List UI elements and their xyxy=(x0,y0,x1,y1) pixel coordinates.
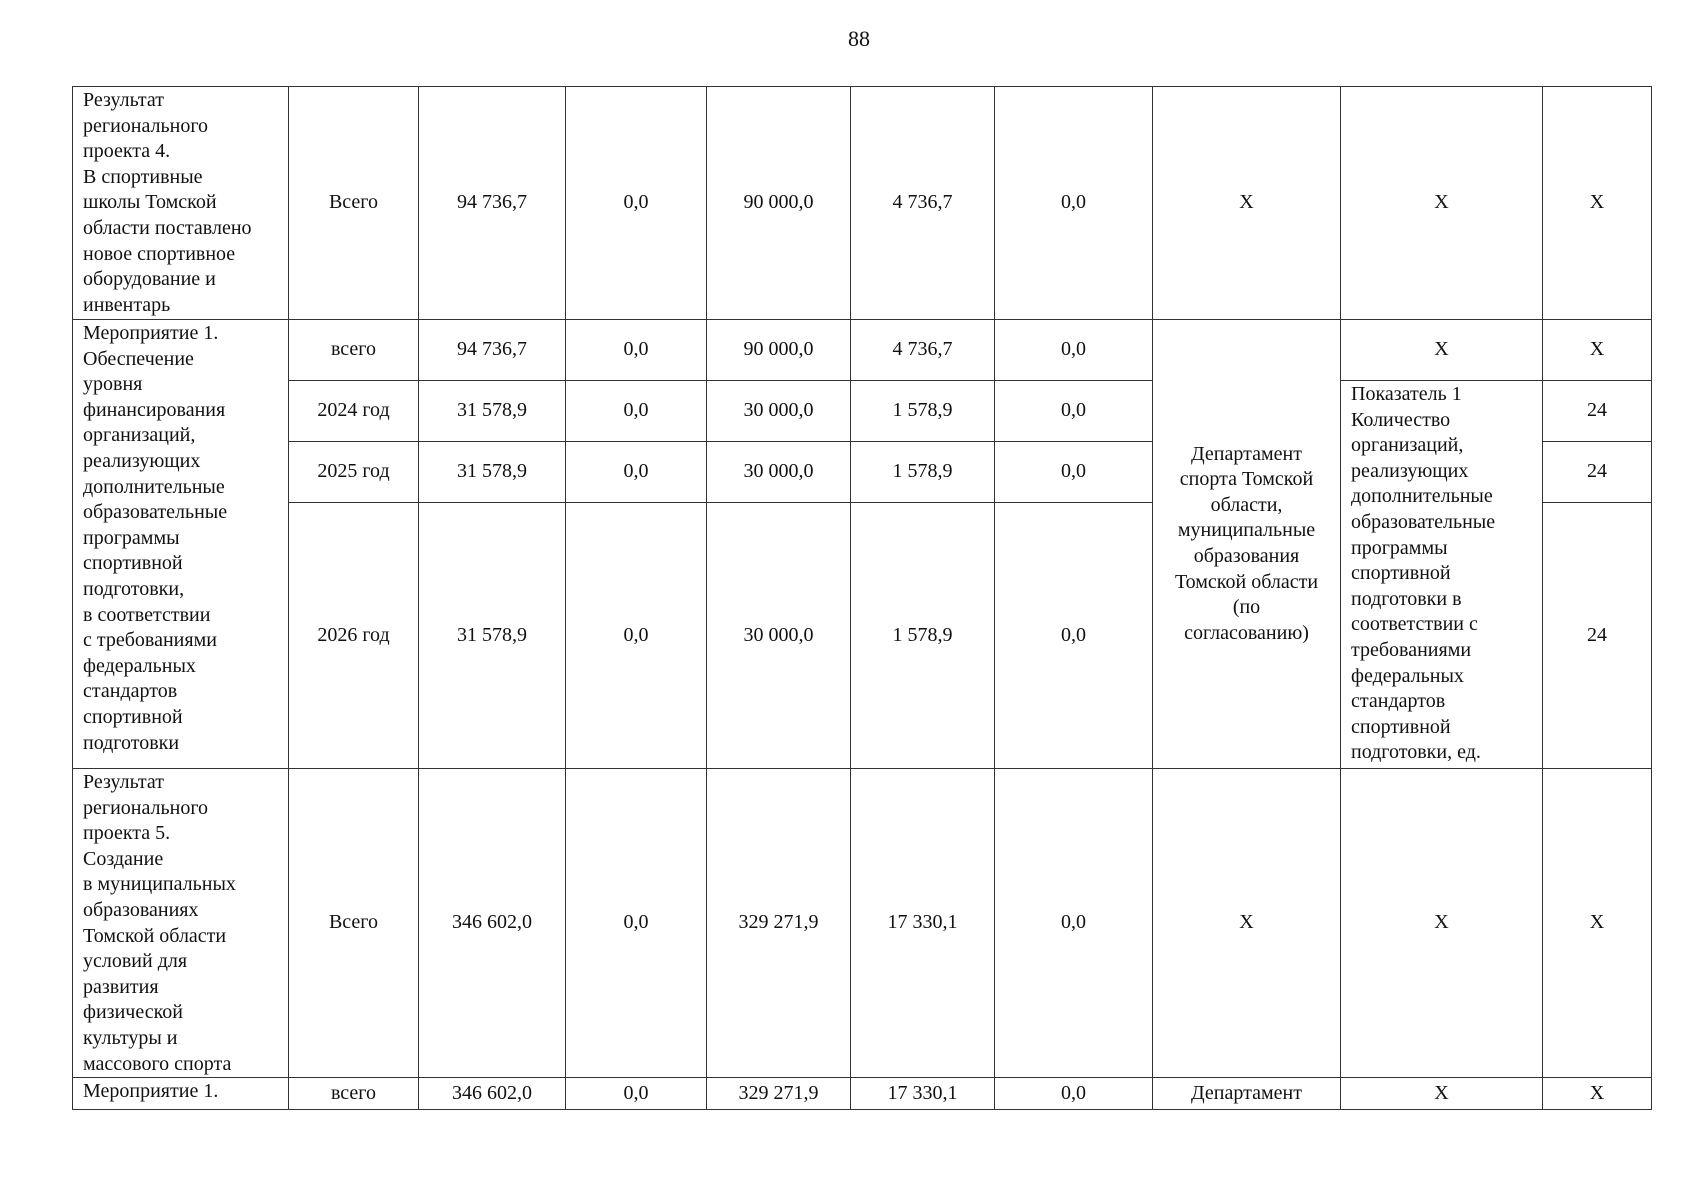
regional-budget-cell: 90 000,0 xyxy=(707,87,851,320)
regional-budget-cell: 30 000,0 xyxy=(707,503,851,769)
text-line: подготовки в xyxy=(1351,587,1462,610)
text-line: реализующих xyxy=(1351,459,1469,482)
indicator-value-cell: Х xyxy=(1543,87,1652,320)
text-line: проекта 5. xyxy=(83,822,171,845)
extrabudget-cell: 0,0 xyxy=(995,503,1153,769)
period-cell: всего xyxy=(289,1078,419,1110)
text-line: организаций, xyxy=(83,424,196,447)
extrabudget-cell: 0,0 xyxy=(995,381,1153,442)
indicator-value-cell: Х xyxy=(1543,320,1652,381)
extrabudget-cell: 0,0 xyxy=(995,320,1153,381)
text-line: муниципальные xyxy=(1177,519,1316,542)
row-name xyxy=(83,770,278,1077)
text-line: Мероприятие 1. xyxy=(83,1080,219,1103)
text-line: новое спортивное xyxy=(83,242,236,265)
text-line: дополнительные xyxy=(1351,485,1493,508)
indicator-cell: Х xyxy=(1341,769,1543,1078)
indicator-cell xyxy=(1341,381,1543,769)
executor-cell xyxy=(1153,320,1341,769)
indicator-value-cell: Х xyxy=(1543,769,1652,1078)
table-row xyxy=(73,320,1652,381)
total-cell: 346 602,0 xyxy=(419,1078,566,1110)
federal-budget-cell: 0,0 xyxy=(566,1078,707,1110)
text-line: образовательные xyxy=(83,501,228,524)
text-line: Томской области xyxy=(83,924,227,947)
regional-budget-cell: 30 000,0 xyxy=(707,442,851,503)
text-line: финансирования xyxy=(83,398,226,421)
text-line: образовательные xyxy=(1351,510,1496,533)
local-budget-cell: 4 736,7 xyxy=(851,87,995,320)
text-line: подготовки xyxy=(83,731,180,754)
text-line: программы xyxy=(1351,536,1448,559)
text-line: Обеспечение xyxy=(83,347,194,370)
row-name xyxy=(83,321,278,756)
regional-budget-cell: 30 000,0 xyxy=(707,381,851,442)
regional-budget-cell: 329 271,9 xyxy=(707,769,851,1078)
total-cell: 94 736,7 xyxy=(419,87,566,320)
extrabudget-cell: 0,0 xyxy=(995,1078,1153,1110)
text-line: проекта 4. xyxy=(83,140,171,163)
text-line: стандартов xyxy=(1351,690,1446,713)
row-name xyxy=(83,1079,278,1105)
text-line: (по xyxy=(1232,596,1261,619)
indicator-text xyxy=(1351,382,1532,766)
text-line: требованиями xyxy=(1351,638,1472,661)
text-line: Томской области xyxy=(1174,570,1319,593)
executor-text xyxy=(1163,442,1330,647)
text-line: В спортивные xyxy=(83,165,203,188)
text-line: федеральных xyxy=(83,654,196,677)
regional-budget-cell: 90 000,0 xyxy=(707,320,851,381)
local-budget-cell: 17 330,1 xyxy=(851,769,995,1078)
table-row xyxy=(73,87,1652,320)
text-line: оборудование и xyxy=(83,268,216,291)
text-line: Мероприятие 1. xyxy=(83,322,219,344)
text-line: Количество xyxy=(1351,408,1451,431)
period-cell: 2026 год xyxy=(289,503,419,769)
text-line: области поставлено xyxy=(83,216,252,239)
text-line: спортивной xyxy=(83,705,183,728)
text-line: спортивной xyxy=(1351,562,1451,585)
text-line: образованиях xyxy=(83,898,199,921)
table-row xyxy=(73,381,1652,442)
period-cell: 2024 год xyxy=(289,381,419,442)
local-budget-cell: 1 578,9 xyxy=(851,503,995,769)
federal-budget-cell: 0,0 xyxy=(566,320,707,381)
text-line: Создание xyxy=(83,847,164,870)
federal-budget-cell: 0,0 xyxy=(566,503,707,769)
text-line: развития xyxy=(83,975,159,998)
total-cell: 94 736,7 xyxy=(419,320,566,381)
regional-budget-cell: 329 271,9 xyxy=(707,1078,851,1110)
text-line: федеральных xyxy=(1351,664,1464,687)
budget-table xyxy=(72,86,1652,1110)
text-line: спортивной xyxy=(1351,715,1451,738)
text-line: области, xyxy=(1210,493,1283,516)
extrabudget-cell: 0,0 xyxy=(995,769,1153,1078)
text-line: согласованию) xyxy=(1184,621,1309,644)
federal-budget-cell: 0,0 xyxy=(566,381,707,442)
period-cell: 2025 год xyxy=(289,442,419,503)
local-budget-cell: 4 736,7 xyxy=(851,320,995,381)
text-line: уровня xyxy=(83,373,143,396)
text-line: инвентарь xyxy=(83,293,171,316)
federal-budget-cell: 0,0 xyxy=(566,87,707,320)
executor-cell: Х xyxy=(1153,87,1341,320)
extrabudget-cell: 0,0 xyxy=(995,442,1153,503)
local-budget-cell: 1 578,9 xyxy=(851,381,995,442)
text-line: спортивной xyxy=(83,552,183,575)
row-name-cell xyxy=(73,320,289,769)
local-budget-cell: 1 578,9 xyxy=(851,442,995,503)
extrabudget-cell: 0,0 xyxy=(995,87,1153,320)
indicator-cell: Х xyxy=(1341,1078,1543,1110)
text-line: Результат xyxy=(83,771,165,793)
text-line: в соответствии xyxy=(83,603,211,626)
text-line: стандартов xyxy=(83,680,178,703)
text-line: физической xyxy=(83,1001,183,1024)
text-line: подготовки, xyxy=(83,577,185,600)
indicator-cell: Х xyxy=(1341,320,1543,381)
text-line: Результат xyxy=(83,89,165,111)
text-line: спорта Томской xyxy=(1179,468,1314,491)
text-line: школы Томской xyxy=(83,191,217,214)
text-line: организаций, xyxy=(1351,434,1464,457)
text-line: массового спорта xyxy=(83,1052,232,1075)
indicator-cell: Х xyxy=(1341,87,1543,320)
executor-cell: Департамент xyxy=(1153,1078,1341,1110)
text-line: в муниципальных xyxy=(83,873,236,896)
row-name-cell xyxy=(73,87,289,320)
indicator-value-cell: 24 xyxy=(1543,381,1652,442)
text-line: соответствии с xyxy=(1351,613,1478,636)
text-line: регионального xyxy=(83,114,209,137)
text-line: дополнительные xyxy=(83,475,225,498)
text-line: Показатель 1 xyxy=(1351,383,1462,405)
local-budget-cell: 17 330,1 xyxy=(851,1078,995,1110)
total-cell: 31 578,9 xyxy=(419,442,566,503)
federal-budget-cell: 0,0 xyxy=(566,442,707,503)
text-line: культуры и xyxy=(83,1026,178,1049)
row-name xyxy=(83,88,278,318)
period-cell: Всего xyxy=(289,769,419,1078)
executor-cell: Х xyxy=(1153,769,1341,1078)
text-line: условий для xyxy=(83,950,188,973)
table-row xyxy=(73,769,1652,1078)
text-line: реализующих xyxy=(83,449,201,472)
total-cell: 31 578,9 xyxy=(419,381,566,442)
table-row xyxy=(73,1078,1652,1110)
row-name-cell xyxy=(73,1078,289,1110)
indicator-value-cell: 24 xyxy=(1543,503,1652,769)
indicator-value-cell: Х xyxy=(1543,1078,1652,1110)
total-cell: 346 602,0 xyxy=(419,769,566,1078)
row-name-cell xyxy=(73,769,289,1078)
page-number: 88 xyxy=(848,26,870,51)
period-cell: Всего xyxy=(289,87,419,320)
text-line: с требованиями xyxy=(83,629,217,652)
text-line: программы xyxy=(83,526,180,549)
text-line: образования xyxy=(1193,545,1300,567)
total-cell: 31 578,9 xyxy=(419,503,566,769)
text-line: подготовки, ед. xyxy=(1351,741,1481,764)
indicator-value-cell: 24 xyxy=(1543,442,1652,503)
text-line: регионального xyxy=(83,796,209,819)
federal-budget-cell: 0,0 xyxy=(566,769,707,1078)
text-line: Департамент xyxy=(1191,442,1302,465)
period-cell: всего xyxy=(289,320,419,381)
